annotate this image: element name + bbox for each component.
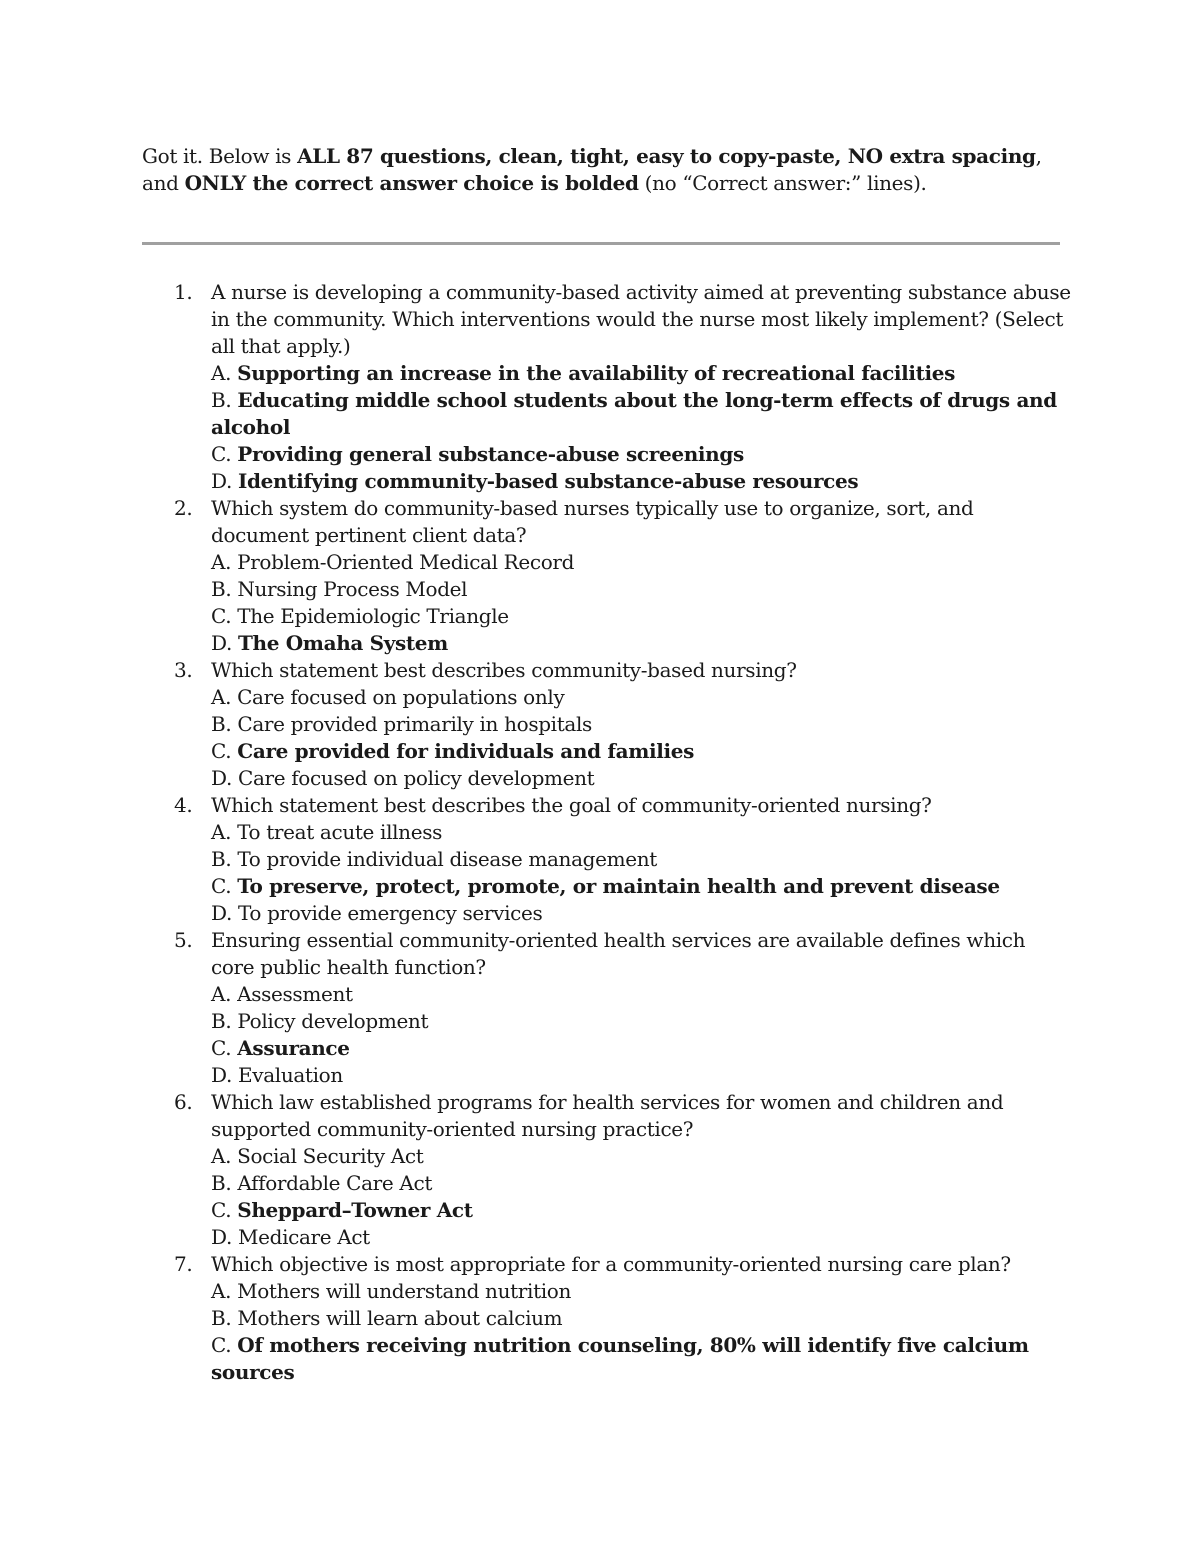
question-number: 1.: [174, 280, 193, 304]
answer-option: [211, 441, 1071, 468]
option-text: Social Security Act: [237, 1144, 424, 1168]
question-text: Which system do community-based nurses typically use to organize, sort, and document pertinent client data?: [211, 496, 974, 547]
option-text: Care focused on populations only: [237, 685, 565, 709]
answer-option: [211, 603, 1071, 630]
option-text: To provide individual disease management: [237, 847, 657, 871]
question-item: [0, 927, 1071, 1089]
answer-option: [211, 981, 1071, 1008]
option-text: Problem-Oriented Medical Record: [237, 550, 575, 574]
answer-option: [211, 1008, 1071, 1035]
intro-text-1: Got it. Below is: [142, 144, 298, 168]
answer-option: [211, 1062, 1071, 1089]
option-letter: B.: [211, 712, 238, 736]
option-text: Identifying community-based substance-abuse resources: [238, 469, 859, 493]
option-letter: B.: [211, 1171, 238, 1195]
answer-option: [211, 1332, 1071, 1386]
question-list: [0, 279, 1200, 1386]
option-letter: C.: [211, 604, 238, 628]
option-letter: C.: [211, 874, 238, 898]
option-text: The Epidemiologic Triangle: [237, 604, 509, 628]
question-number: 3.: [174, 658, 193, 682]
option-text: Nursing Process Model: [237, 577, 468, 601]
answer-option: [211, 630, 1071, 657]
option-letter: A.: [211, 361, 238, 385]
question-item: [0, 657, 1071, 792]
option-letter: D.: [211, 1063, 238, 1087]
option-letter: A.: [211, 550, 238, 574]
answer-option: [211, 819, 1071, 846]
option-letter: A.: [211, 1144, 238, 1168]
intro-paragraph: [142, 143, 1062, 197]
answer-option: [211, 1224, 1071, 1251]
answer-option: [211, 765, 1071, 792]
option-letter: D.: [211, 1225, 238, 1249]
question-number: 4.: [174, 793, 193, 817]
question-item: [0, 279, 1071, 495]
option-text: Care focused on policy development: [238, 766, 595, 790]
option-text: To provide emergency services: [238, 901, 543, 925]
question-number: 2.: [174, 496, 193, 520]
question-number: 5.: [174, 928, 193, 952]
question-text: Which objective is most appropriate for a community-oriented nursing care plan?: [211, 1252, 1011, 1276]
option-text: Assurance: [237, 1036, 350, 1060]
answer-option: [211, 387, 1071, 441]
answer-option: [211, 711, 1071, 738]
horizontal-divider: [142, 242, 1060, 245]
option-letter: D.: [211, 766, 238, 790]
option-text: Policy development: [237, 1009, 429, 1033]
option-text: Assessment: [237, 982, 353, 1006]
option-text: Providing general substance-abuse screenings: [237, 442, 744, 466]
question-text: Ensuring essential community-oriented health services are available defines which core public health function?: [211, 928, 1026, 979]
question-item: [0, 1251, 1071, 1386]
answer-option: [211, 549, 1071, 576]
answer-option: [211, 1278, 1071, 1305]
option-letter: C.: [211, 442, 238, 466]
option-letter: D.: [211, 631, 238, 655]
answer-option: [211, 576, 1071, 603]
answer-option: [211, 846, 1071, 873]
option-letter: C.: [211, 739, 238, 763]
answer-option: [211, 468, 1071, 495]
answer-option: [211, 1305, 1071, 1332]
option-text: Evaluation: [238, 1063, 343, 1087]
option-letter: A.: [211, 1279, 238, 1303]
answer-option: [211, 1197, 1071, 1224]
option-text: The Omaha System: [238, 631, 448, 655]
option-text: Affordable Care Act: [237, 1171, 433, 1195]
option-text: Medicare Act: [238, 1225, 370, 1249]
option-letter: C.: [211, 1333, 238, 1357]
question-text: Which law established programs for health services for women and children and supported community-oriented nursing practice?: [211, 1090, 1004, 1141]
option-letter: B.: [211, 1306, 238, 1330]
option-letter: D.: [211, 901, 238, 925]
option-letter: C.: [211, 1198, 238, 1222]
option-text: Care provided primarily in hospitals: [237, 712, 592, 736]
question-text: Which statement best describes the goal of community-oriented nursing?: [211, 793, 932, 817]
option-text: To preserve, protect, promote, or maintain health and prevent disease: [237, 874, 1000, 898]
question-item: [0, 1089, 1071, 1251]
intro-text-2: , and: [142, 144, 1042, 195]
question-number: 7.: [174, 1252, 193, 1276]
option-text: Supporting an increase in the availability of recreational facilities: [237, 361, 956, 385]
answer-option: [211, 1035, 1071, 1062]
option-letter: A.: [211, 820, 238, 844]
intro-bold-1: ALL 87 questions, clean, tight, easy to copy-paste, NO extra spacing: [297, 144, 1036, 168]
option-text: Care provided for individuals and families: [237, 739, 695, 763]
option-letter: B.: [211, 847, 238, 871]
option-text: Mothers will understand nutrition: [237, 1279, 572, 1303]
option-text: Sheppard–Towner Act: [237, 1198, 473, 1222]
option-text: To treat acute illness: [237, 820, 443, 844]
answer-option: [211, 684, 1071, 711]
option-text: Mothers will learn about calcium: [237, 1306, 563, 1330]
answer-option: [211, 360, 1071, 387]
answer-option: [211, 1143, 1071, 1170]
option-letter: D.: [211, 469, 238, 493]
option-letter: B.: [211, 388, 238, 412]
intro-text-3: (no “Correct answer:” lines).: [638, 171, 927, 195]
question-number: 6.: [174, 1090, 193, 1114]
answer-option: [211, 900, 1071, 927]
answer-option: [211, 873, 1071, 900]
question-text: A nurse is developing a community-based activity aimed at preventing substance abuse in the community. Which interventions would the nurse most likely implement? (Select all that apply.): [211, 280, 1071, 358]
answer-option: [211, 738, 1071, 765]
option-letter: A.: [211, 982, 238, 1006]
intro-bold-2: ONLY the correct answer choice is bolded: [184, 171, 639, 195]
option-letter: B.: [211, 1009, 238, 1033]
answer-option: [211, 1170, 1071, 1197]
option-letter: A.: [211, 685, 238, 709]
option-letter: B.: [211, 577, 238, 601]
option-text: Of mothers receiving nutrition counseling, 80% will identify five calcium sources: [211, 1333, 1029, 1384]
option-letter: C.: [211, 1036, 238, 1060]
question-text: Which statement best describes community-based nursing?: [211, 658, 797, 682]
option-text: Educating middle school students about the long-term effects of drugs and alcohol: [211, 388, 1057, 439]
question-item: [0, 495, 1071, 657]
question-item: [0, 792, 1071, 927]
